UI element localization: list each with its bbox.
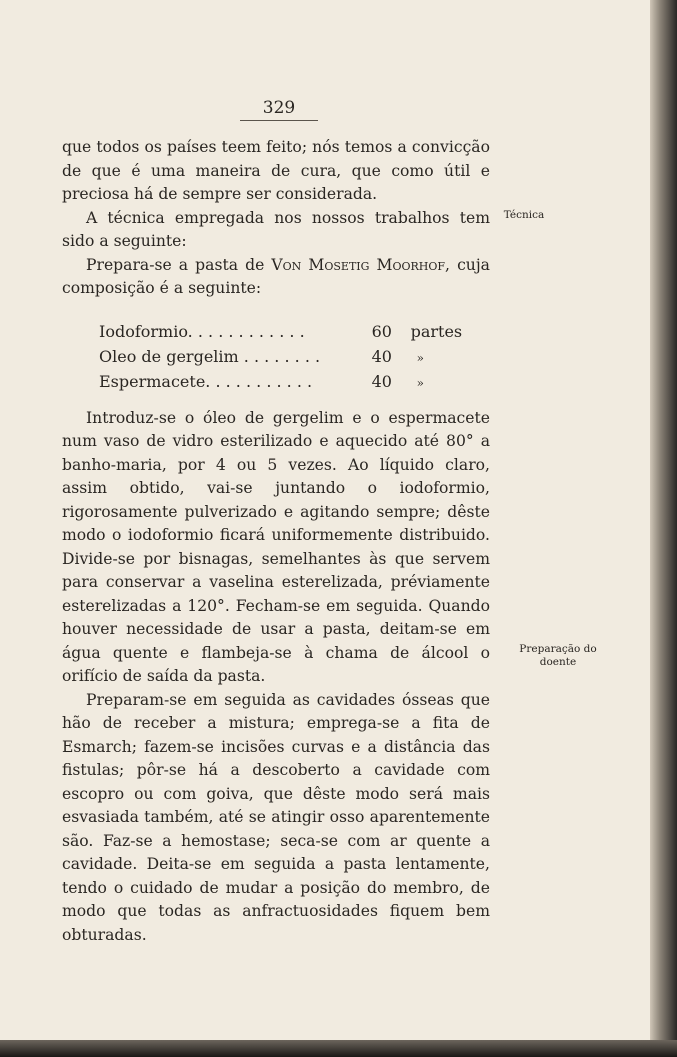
formula-ingredient: Oleo de gergelim . . . . . . . . bbox=[99, 346, 321, 366]
formula-ingredient: Iodoformio. . . . . . . . . . . . bbox=[99, 321, 305, 341]
margin-note-preparacao-line2: doente bbox=[539, 656, 577, 668]
formula-list bbox=[99, 320, 469, 395]
formula-ingredient: Espermacete. . . . . . . . . . . bbox=[99, 371, 313, 391]
paragraph-5: Preparam-se em seguida as cavidades ósseas que hão de receber a mistura; emprega-se a fita de Esmarch; fazem-se incisões curvas e a distância das fistulas; pôr-se há a descoberto a cavidade com escopro ou com goiva, que dêste modo será mais esvasiada também, até se atingir osso aparentemente são. Faz-se a hemostase; seca-se com ar quente a cavidade. Deita-se em seguida a pasta lentamente, tendo o cuidado de mudar a posição do membro, de modo que todas as anfractuosidades fiquem bem obturadas. bbox=[62, 690, 490, 944]
formula-unit: » bbox=[416, 375, 424, 390]
author-name: Von Mosetig Moorhof bbox=[271, 255, 446, 274]
margin-note-tecnica-text: Técnica bbox=[503, 209, 545, 221]
page-body bbox=[62, 136, 490, 947]
page-number: 329 bbox=[240, 98, 318, 121]
formula-unit: partes bbox=[410, 321, 463, 341]
formula-quantity: 40 bbox=[371, 371, 392, 391]
formula-quantity: 60 bbox=[371, 321, 392, 341]
margin-note-preparacao bbox=[503, 643, 613, 669]
paragraph-3-end: , cuja composição é a seguinte: bbox=[62, 255, 490, 297]
paragraph-1: que todos os países teem feito; nós temos a convicção de que é uma maneira de cura, que como útil e preciosa há de sempre ser considerada. bbox=[62, 138, 490, 203]
formula-row bbox=[99, 370, 469, 395]
paragraph-4: Introduz-se o óleo de gergelim e o espermacete num vaso de vidro esterilizado e aquecido até 80° a banho-maria, por 4 ou 5 vezes. Ao líquido claro, assim obtido, vai-se juntando o iodoformio, rigorosamente pulverizado e agitando sempre; dêste modo o iodoformio ficará uniformemente distribuido. Divide-se por bisnagas, semelhantes às que servem para conservar a vaselina esterelizada, préviamente esterelizadas a 120°. Fecham-se em seguida. Quando houver necessidade de usar a pasta, deitam-se em água quente e flambeja-se à chama de álcool o orifício de saída da pasta. bbox=[62, 408, 490, 685]
formula-row bbox=[99, 345, 469, 370]
paragraph-3-start: Prepara-se a pasta de bbox=[86, 255, 272, 274]
formula-quantity: 40 bbox=[371, 346, 392, 366]
margin-note-preparacao-line1: Preparação do bbox=[519, 643, 597, 655]
bottom-edge bbox=[0, 1040, 677, 1057]
formula-row bbox=[99, 320, 469, 345]
page-edge bbox=[650, 0, 677, 1057]
paragraph-3 bbox=[62, 254, 490, 301]
margin-note-tecnica bbox=[493, 209, 555, 222]
paragraph-2: A técnica empregada nos nossos trabalhos tem sido a seguinte: bbox=[62, 208, 490, 250]
formula-unit: » bbox=[416, 350, 424, 365]
